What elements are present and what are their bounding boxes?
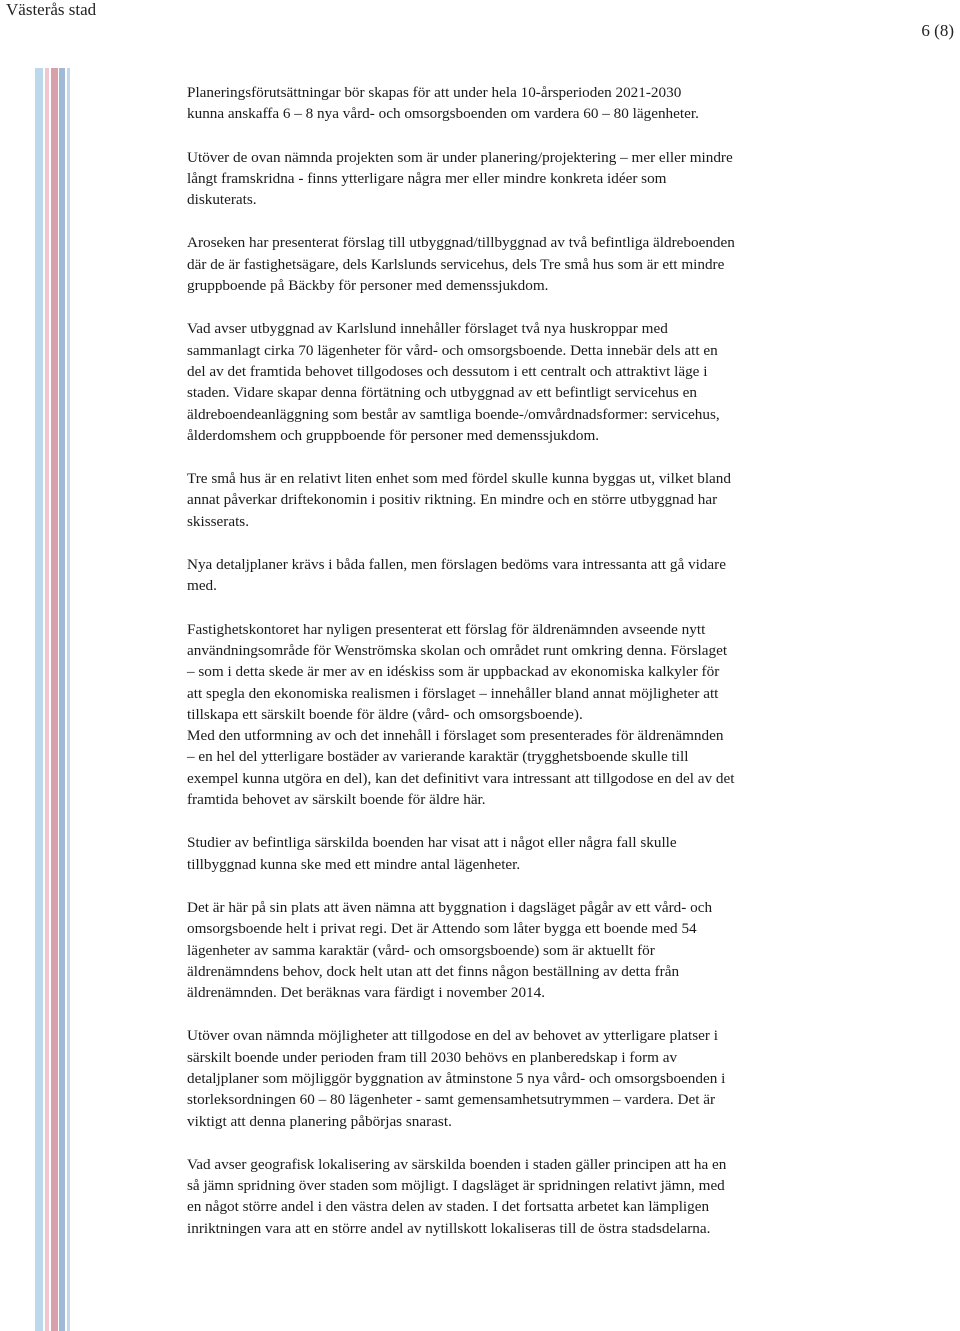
stripe-blue bbox=[59, 68, 65, 1331]
municipality-header: Västerås stad bbox=[6, 0, 97, 19]
paragraph-existing-studies: Studier av befintliga särskilda boenden har visat att i något eller några fall skulle tillbyggnad kunna ske med ett mindre antal lägenheter. bbox=[187, 834, 677, 873]
stripe-rose bbox=[51, 68, 58, 1331]
paragraph-wenstromska-proposal: Fastighetskontoret har nyligen presenterat ett förslag för äldrenämnden avseende nytt användningsområde för Wenströmska skolan och området runt omkring denna. Förslaget – som i detta skede är mer av en idéskiss som är uppbackad av ekonomiska kalkyler för att spegla den ekonomiska realismen i förslaget – innehåller bland annat möjligheter att tillskapa ett särskilt boende för äldre (vård- och omsorgsboende). bbox=[187, 620, 728, 723]
paragraph-geographic-location: Vad avser geografisk lokalisering av särskilda boenden i staden gäller principen att ha en så jämn spridning över staden som möjligt. I dagsläget är spridningen relativt jämn, med en något större andel i den västra delen av staden. I det fortsatta arbetet kan lämpligen inriktningen vara att en större andel av nytillskott lokaliseras till de östra stadsdelarna. bbox=[187, 1155, 727, 1237]
page-number: 6 (8) bbox=[921, 21, 954, 40]
paragraph-attendo-construction: Det är här på sin plats att även nämna att byggnation i dagsläget pågår av ett vård- och omsorgsboende helt i privat regi. Det är Attendo som låter bygga ett boende med 54 lägenheter av samma karaktär (vård- och omsorgsboende) som är aktuellt för äldrenämndens behov, dock helt utan att det finns någon beställning av detta från äldrenämnden. Det beräknas vara färdigt i november 2014. bbox=[187, 898, 713, 1002]
paragraph-wenstromska-content: Med den utformning av och det innehåll i förslaget som presenterades för äldrenämnden – en hel del ytterligare bostäder av varierande karaktär (trygghetsboende skulle till exempel kunna utgöra en del), kan det definitivt vara intressant att tillgodose en del av det framtida behovet av särskilt boende för äldre här. bbox=[187, 727, 735, 809]
paragraph-tre-sma-hus: Tre små hus är en relativt liten enhet som med fördel skulle kunna byggas ut, vilket bland annat påverkar driftekonomin i positiv riktning. En mindre och en större utbyggnad har skisserats. bbox=[187, 470, 731, 530]
stripe-light-blue bbox=[35, 68, 43, 1331]
paragraph-other-ideas: Utöver de ovan nämnda projekten som är under planering/projektering – mer eller mindre långt framskridna - finns ytterligare några mer eller mindre konkreta idéer som diskuterats. bbox=[187, 148, 733, 209]
paragraph-plan-readiness: Utöver ovan nämnda möjligheter att tillgodose en del av behovet av ytterligare platser i särskilt boende under perioden fram till 2030 behövs en planberedskap i form av detaljplaner som möjliggör byggnation av åtminstone 5 nya vård- och omsorgsboenden i storleksordningen 60 – 80 lägenheter - samt gemensamhetsutrymmen – vardera. Det är viktigt att denna planering påbörjas snarast. bbox=[187, 1027, 726, 1130]
stripe-light-pink bbox=[45, 68, 49, 1331]
stripe-pale-blue bbox=[67, 68, 70, 1331]
paragraph-aroseken-proposal: Aroseken har presenterat förslag till utbyggnad/tillbyggnad av två befintliga äldreboenden där de är fastighetsägare, dels Karlslunds servicehus, dels Tre små hus som är ett mindre gruppboende på Bäckby för personer med demenssjukdom. bbox=[187, 234, 735, 295]
paragraph-karlslund-expansion: Vad avser utbyggnad av Karlslund innehåller förslaget två nya huskroppar med sammanlagt cirka 70 lägenheter för vård- och omsorgsboende. Detta innebär dels att en del av det framtida behovet tillgodoses och dessutom i ett centralt och attraktivt läge i staden. Vidare skapar denna förtätning och utbyggnad av ett befintligt servicehus en äldreboendeanläggning som består av samtliga boende-/omvårdnadsformer: servicehus, ålderdomshem och gruppboende för personer med demenssjukdom. bbox=[187, 320, 720, 444]
paragraph-detailed-plans: Nya detaljplaner krävs i båda fallen, men förslagen bedöms vara intressanta att gå vidare med. bbox=[187, 556, 726, 595]
decorative-margin-stripes bbox=[30, 68, 80, 1331]
document-body bbox=[187, 82, 867, 1261]
paragraph-planning-conditions: Planeringsförutsättningar bör skapas för att under hela 10-årsperioden 2021-2030 kunna anskaffa 6 – 8 nya vård- och omsorgsboenden om vardera 60 – 80 lägenheter. bbox=[187, 84, 699, 123]
